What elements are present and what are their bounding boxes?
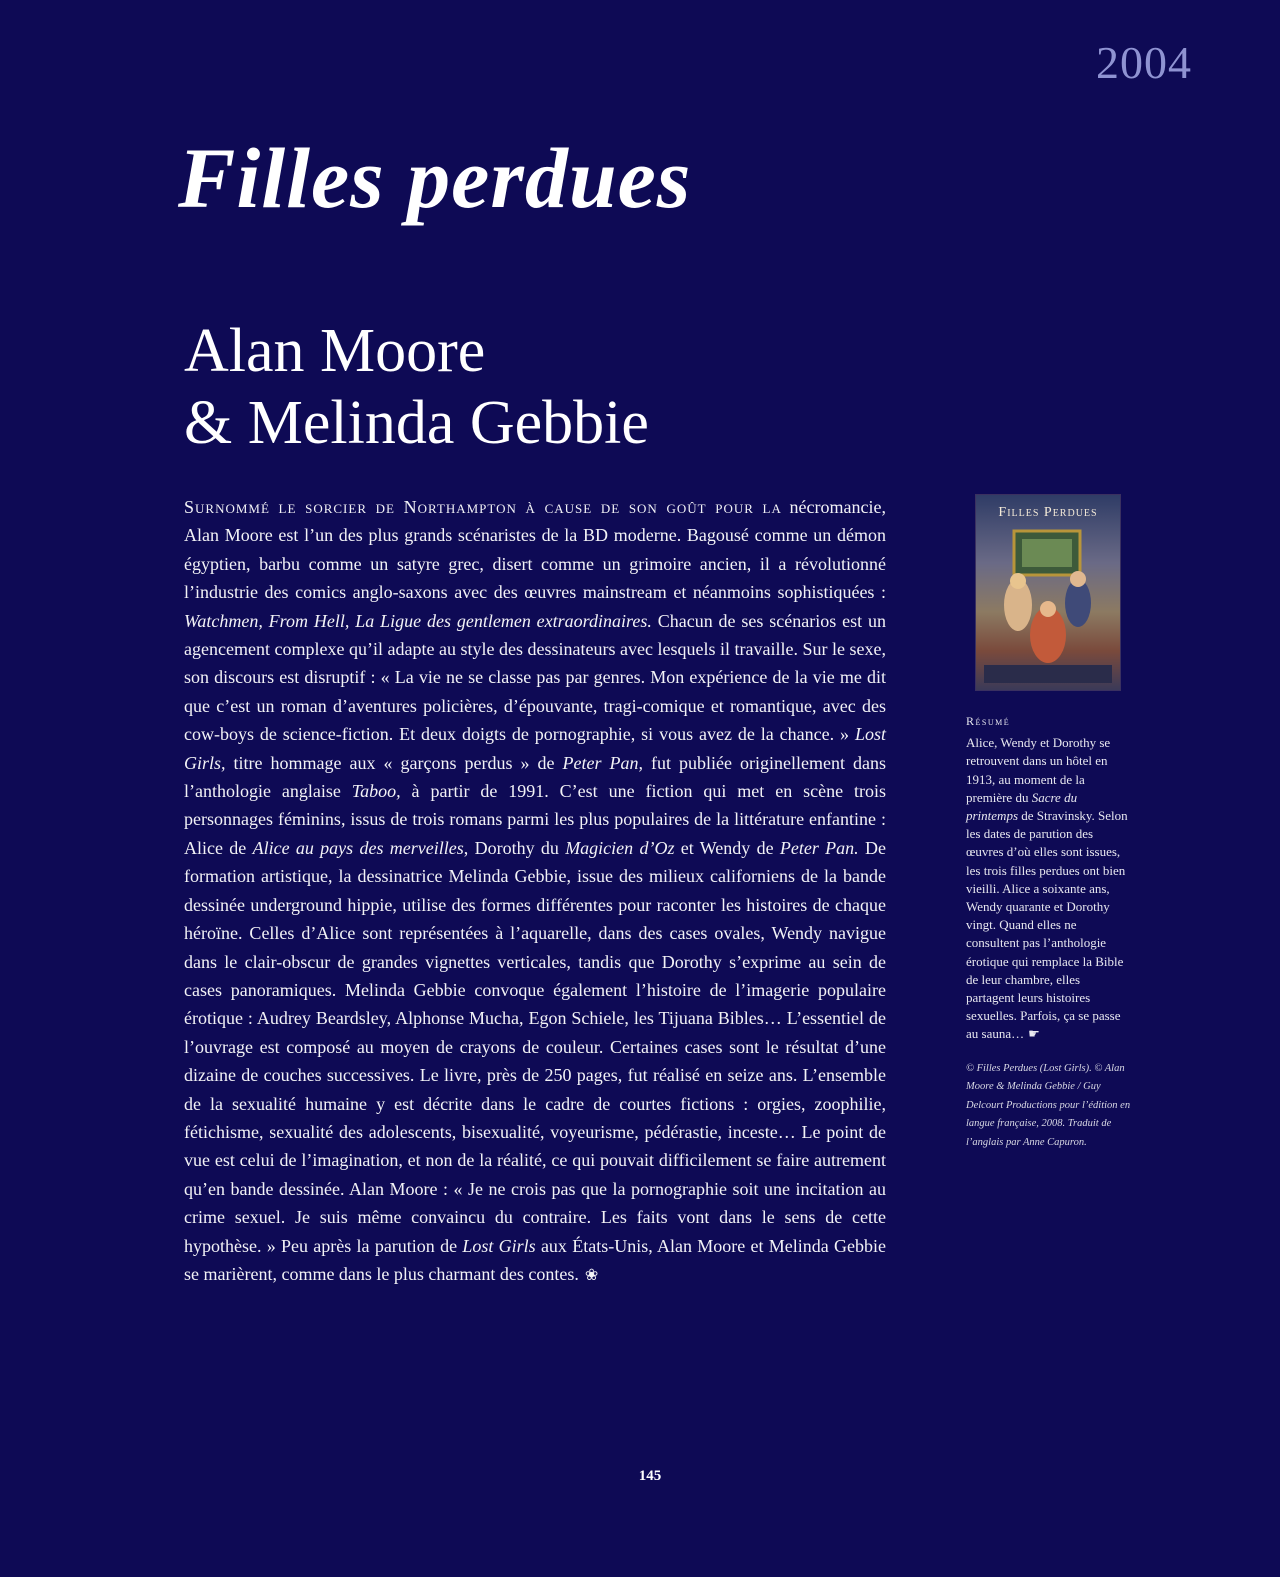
- summary-part: Alice, Wendy et Dorothy se retrouvent dans un hôtel en 1913, au moment de la première du: [966, 735, 1111, 805]
- article-body: [184, 493, 886, 1290]
- year-label: 2004: [1096, 37, 1192, 88]
- author-line-2: & Melinda Gebbie: [184, 389, 649, 457]
- authors-heading: [184, 315, 944, 459]
- body-text: à partir de 1991. C’est une fiction qui met en scène trois personnages féminins, issus de trois romans parmi les plus populaires de la littérature enfantine : Alice de: [184, 781, 886, 858]
- book-title: Magicien d’Oz: [565, 837, 675, 858]
- book-title: Lost Girls,: [184, 724, 886, 773]
- pointing-hand-icon: ☛: [1028, 1026, 1040, 1042]
- work-title: Sacre du printemps: [966, 789, 1078, 824]
- book-title: Taboo,: [351, 781, 401, 802]
- book-title: Lost Girls: [462, 1235, 536, 1256]
- flower-end-icon: ❀: [584, 1266, 599, 1284]
- book-cover-image: [975, 494, 1121, 691]
- body-text: et Wendy de: [674, 837, 780, 858]
- book-title: Alice au pays des merveilles: [252, 837, 464, 858]
- body-text: aux États-Unis, Alan Moore et Melinda Gebbie se marièrent, comme dans le plus charmant des contes.: [184, 1235, 887, 1284]
- lead-in: Surnommé le sorcier de Northampton à cause de son goût pour la: [184, 497, 782, 517]
- body-text: , Dorothy du: [463, 837, 566, 858]
- summary-heading: Résumé: [966, 714, 1011, 728]
- works-title: Watchmen, From Hell, La Ligue des gentlemen extraordinaires.: [184, 610, 652, 631]
- book-title: Peter Pan,: [562, 752, 644, 773]
- page-number: 145: [638, 1468, 662, 1484]
- author-line-1: Alan Moore: [184, 317, 486, 385]
- cover-title: Filles Perdues: [998, 505, 1098, 520]
- body-text: titre hommage aux « garçons perdus » de: [225, 752, 563, 773]
- article-title: Filles perdues: [178, 130, 692, 226]
- body-text: De formation artistique, la dessinatrice Melinda Gebbie, issue des milieux californiens de la bande dessinée underground hippie, utilise des formes différentes pour raconter les histoires de chaque héroïne. Celles d’Alice sont représentées à l’aquarelle, dans des cases ovales, Wendy navigue dans le clair-obscur de grandes vignettes verticales, tandis que Dorothy s’exprime au sein de cases panoramiques. Melinda Gebbie convoque également l’histoire de l’imagerie populaire érotique : Audrey Beardsley, Alphonse Mucha, Egon Schiele, les Tijuana Bibles… L’essentiel de l’ouvrage est composé au moyen de crayons de couleur. Certaines cases sont le résultat d’une dizaine de couches successives. Le livre, près de 250 pages, fut réalisé en seize ans. L’ensemble de la sexualité humaine y est décrite dans le cadre de courtes fictions : orgies, zoophilie, fétichisme, sexualité des adolescents, bisexualité, voyeurisme, pédérastie, inceste… Le point de vue est celui de l’imagination, et non de la réalité, ce qui pouvait difficilement se faire autrement qu’en bande dessinée. Alan Moore : « Je ne crois pas que la pornographie soit une incitation au crime sexuel. Je suis même convaincu du contraire. Les faits vont dans le sens de cette hypothèse. » Peu après la parution de: [184, 837, 886, 1256]
- body-text: nécromancie, Alan Moore est l’un des plus grands scénaristes de la BD moderne. Bagousé comme un démon égyptien, barbu comme un satyre grec, disert comme un grimoire ancien, il a révolutionné l’industrie des comics anglo-saxons avec des œuvres mainstream et néanmoins sophistiquées :: [184, 497, 886, 603]
- article-paragraph: [184, 493, 886, 1290]
- body-text: Chacun de ses scénarios est un agencement complexe qu’il adapte au style des dessinateurs avec lesquels il travaille. Sur le sexe, son discours est disruptif : « La vie ne se classe pas par genres. Mon expérience de la vie me dit que c’est un roman d’aventures policières, d’épouvante, tragi-comique et romantique, avec des cow-boys de science-fiction. Et deux doigts de pornographie, si vous avez de la chance. »: [184, 610, 886, 745]
- summary-sidebar: [966, 712, 1131, 1152]
- body-text: fut publiée originellement dans l’anthologie anglaise: [184, 752, 887, 802]
- image-credits: © Filles Perdues (Lost Girls). © Alan Moore & Melinda Gebbie / Guy Delcourt Productions pour l’édition en langue française, 2008. Traduit de l’anglais par Anne Capuron.: [966, 1062, 1131, 1148]
- cover-illustration: [984, 525, 1112, 683]
- summary-part: de Stravinsky. Selon les dates de parution des œuvres d’où elles sont issues, les trois filles perdues ont bien vieilli. Alice a soixante ans, Wendy quarante et Dorothy vingt. Quand elles ne consultent pas l’anthologie érotique qui remplace la Bible de leur chambre, elles partagent leurs histoires sexuelles. Parfois, ça se passe au sauna…: [966, 808, 1128, 1042]
- summary-text: [966, 734, 1131, 1043]
- book-title: Peter Pan.: [779, 837, 859, 858]
